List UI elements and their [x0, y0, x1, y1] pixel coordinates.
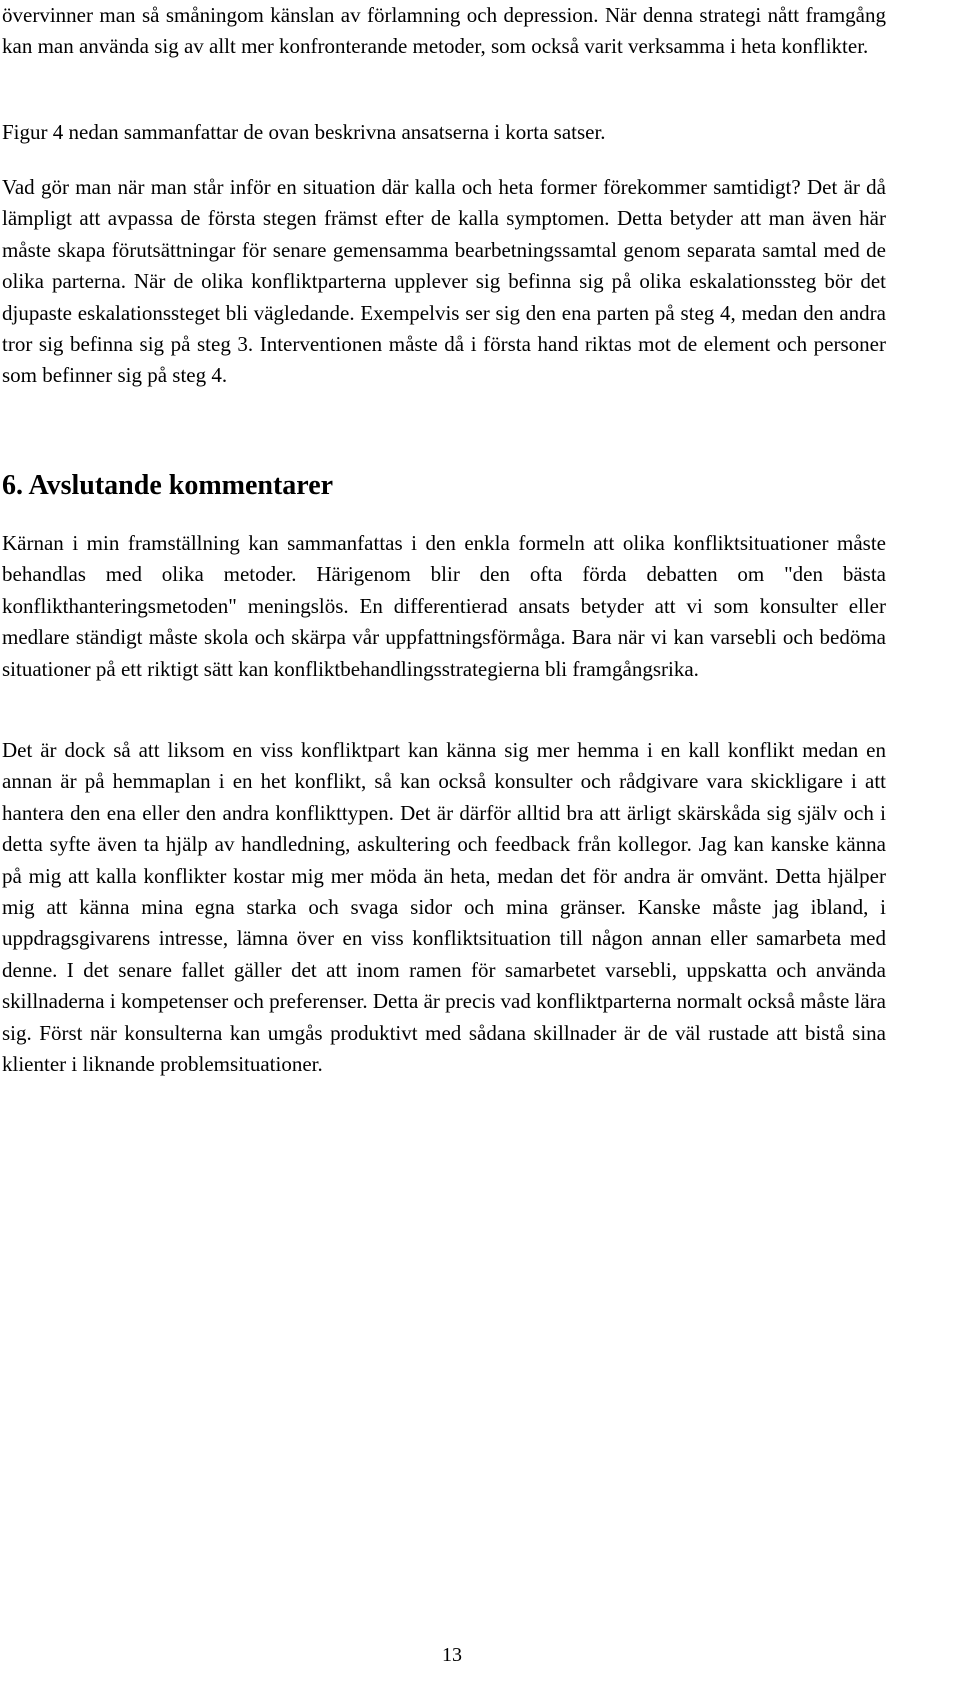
paragraph-consultant-reflection: Det är dock så att liksom en viss konfliktpart kan känna sig mer hemma i en kall konflikt medan en annan är på hemmaplan i en het konflikt, så kan också konsulter och rådgivare vara skickligare i att hantera den ena eller den andra konflikttypen. Det är därför alltid bra att ärligt skärskåda sig själv och i detta syfte även ta hjälp av handledning, askultering och feedback från kollegor. Jag kan kanske känna på mig att kalla konflikter kostar mig mer möda än heta, medan det för andra är omvänt. Detta hjälper mig att känna mina egna starka och svaga sidor och mina gränser. Kanske måste jag ibland, i uppdragsgivarens intresse, lämna över en viss konfliktsituation till någon annan eller samarbeta med denne. I det senare fallet gäller det att inom ramen för samarbetet varsebli, uppskatta och använda skillnaderna i kompetenser och preferenser. Detta är precis vad konfliktparterna normalt också måste lära sig. Först när konsulterna kan umgås produktivt med sådana skillnader är de väl rustade att bistå sina klienter i liknande problemsituationer.: [2, 738, 886, 1077]
paragraph-continuation: övervinner man så småningom känslan av förlamning och depression. När denna strategi nått framgång kan man använda sig av allt mer konfronterande metoder, som också varit verksamma i heta konflikter.: [2, 3, 886, 59]
section-heading: 6. Avslutande kommentarer: [2, 470, 334, 501]
paragraph-mixed-conflicts: Vad gör man när man står inför en situation där kalla och heta former förekommer samtidigt? Det är då lämpligt att avpassa de första stegen främst efter de kalla symptomen. Detta betyder att man även här måste skapa förutsättningar för senare gemensamma bearbetningssamtal genom separata samtal med de olika parterna. När de olika konfliktparterna upplever sig befinna sig på olika eskalationssteg bör det djupaste eskalationssteget bli vägledande. Exempelvis ser sig den ena parten på steg 4, medan den andra tror sig befinna sig på steg 3. Interventionen måste då i första hand riktas mot de element och personer som befinner sig på steg 4.: [2, 175, 886, 388]
paragraph-summary: Kärnan i min framställning kan sammanfattas i den enkla formeln att olika konfliktsituationer måste behandlas med olika metoder. Härigenom blir den ofta förda debatten om "den bästa konflikthanteringsmetoden" meningslös. En differentierad ansats betyder att vi som konsulter eller medlare ständigt måste skola och skärpa vår uppfattningsförmåga. Bara när vi kan varsebli och bedöma situationer på ett riktigt sätt kan konfliktbehandlingsstrategierna bli framgångsrika.: [2, 531, 886, 681]
page-number: 13: [442, 1644, 462, 1666]
paragraph-figure-reference: Figur 4 nedan sammanfattar de ovan beskrivna ansatserna i korta satser.: [2, 120, 606, 144]
